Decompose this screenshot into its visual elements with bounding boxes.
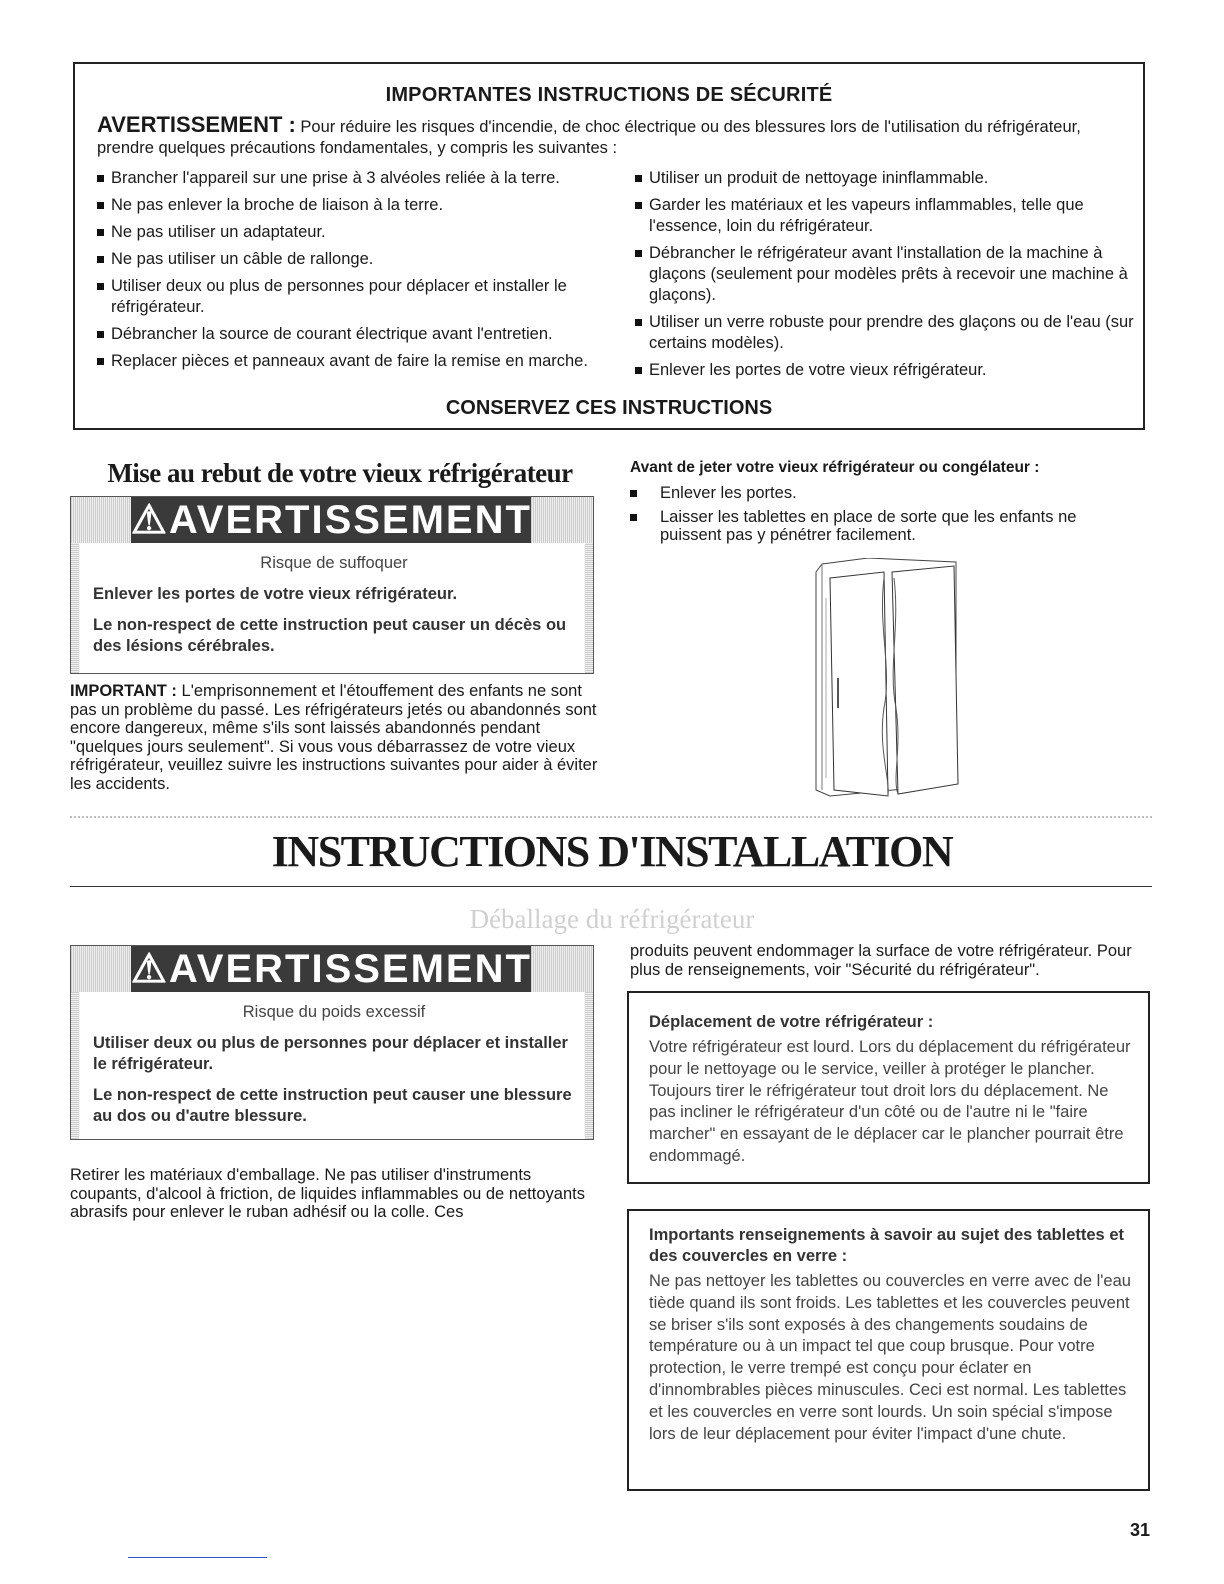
installation-title: INSTRUCTIONS D'INSTALLATION bbox=[271, 827, 953, 876]
before-disposal-list bbox=[630, 484, 1130, 550]
fridge-illustration bbox=[808, 558, 970, 798]
glass-shelves-info-box bbox=[627, 1209, 1150, 1491]
warning-risk: Risque du poids excessif bbox=[242, 1003, 426, 1021]
important-text: L'emprisonnement et l'étouffement des enfants ne sont pas un problème du passé. Les réfrigérateurs jetés ou abandonnés sont encore dangereux, même s'ils sont laissés abandonnés pendant "quelques jours seulement". Si vous vous débarrassez de votre vieux réfrigérateur, veuillez suivre les instructions suivantes pour aider à éviter les accidents. bbox=[70, 682, 598, 793]
unpacking-paragraph: Retirer les matériaux d'emballage. Ne pas utiliser d'instruments coupants, d'alcool à friction, de liquides inflammables ou de nettoyants abrasifs pour enlever le ruban adhésif ou la colle. Ces bbox=[70, 1166, 585, 1221]
unpacking-paragraph-continued: produits peuvent endommager la surface de votre réfrigérateur. Pour plus de renseignements, voir "Sécurité du réfrigérateur". bbox=[630, 942, 1132, 979]
warning-text: Pour réduire les risques d'incendie, de choc électrique ou des blessures lors de l'utilisation du réfrigérateur, prendre quelques précautions fondamentales, y compris les suivantes : bbox=[97, 118, 1081, 157]
page-number: 31 bbox=[1129, 1520, 1150, 1540]
list-item: Brancher l'appareil sur une prise à 3 alvéoles reliée à la terre. bbox=[97, 168, 617, 189]
list-item: Ne pas utiliser un câble de rallonge. bbox=[97, 249, 617, 270]
glass-shelves-text: Ne pas nettoyer les tablettes ou couvercles en verre avec de l'eau tiède quand ils sont froids. Les tablettes et les couvercles peuvent se briser s'ils sont exposés à des changements soudains de température ou à un impact tel que coup brusque. Pour votre protection, le verre trempé est conçu pour éclater en d'innombrables pièces minuscules. Ceci est normal. Les tablettes et les couvercles en verre sont lourds. Un soin spécial s'impose lors de leur déplacement pour éviter l'impact d'une chute. bbox=[649, 1272, 1131, 1443]
moving-info-box bbox=[627, 991, 1150, 1184]
warning-header: ⚠AVERTISSEMENT bbox=[131, 947, 532, 991]
warning-side-pattern bbox=[585, 992, 593, 1139]
suffocation-warning-box bbox=[70, 496, 594, 674]
safety-warning bbox=[97, 114, 1127, 159]
list-item: Ne pas enlever la broche de liaison à la terre. bbox=[97, 195, 617, 216]
warning-instruction: Enlever les portes de votre vieux réfrigérateur. bbox=[93, 585, 458, 603]
warning-instruction: Utiliser deux ou plus de personnes pour déplacer et installer le réfrigérateur. bbox=[93, 1034, 568, 1073]
list-item: Débrancher le réfrigérateur avant l'installation de la machine à glaçons (seulement pour modèles prêts à recevoir une machine à glaçons). bbox=[635, 243, 1135, 306]
warning-label: AVERTISSEMENT : bbox=[97, 112, 296, 137]
before-disposal-heading: Avant de jeter votre vieux réfrigérateur ou congélateur : bbox=[630, 459, 1040, 476]
warning-header-bar bbox=[71, 497, 593, 543]
list-item: Replacer pièces et panneaux avant de faire la remise en marche. bbox=[97, 351, 617, 372]
footer-line bbox=[128, 1557, 267, 1558]
moving-heading: Déplacement de votre réfrigérateur : bbox=[649, 1013, 934, 1031]
list-item: Utiliser deux ou plus de personnes pour déplacer et installer le réfrigérateur. bbox=[97, 276, 617, 318]
warning-side-pattern bbox=[71, 543, 79, 673]
save-instructions-label: CONSERVEZ CES INSTRUCTIONS bbox=[445, 397, 773, 419]
warning-header: ⚠AVERTISSEMENT bbox=[131, 498, 532, 542]
safety-instructions-box bbox=[73, 62, 1145, 430]
list-item: Enlever les portes de votre vieux réfrigérateur. bbox=[635, 360, 1135, 381]
list-item: Laisser les tablettes en place de sorte que les enfants ne puissent pas y pénétrer facilement. bbox=[630, 508, 1130, 544]
warning-side-pattern bbox=[71, 992, 79, 1139]
safety-right-list bbox=[635, 168, 1135, 387]
warning-consequence: Le non-respect de cette instruction peut causer un décès ou des lésions cérébrales. bbox=[93, 616, 567, 655]
warning-side-pattern bbox=[585, 543, 593, 673]
unpacking-title: Déballage du réfrigérateur bbox=[469, 904, 755, 934]
glass-shelves-heading: Importants renseignements à savoir au sujet des tablettes et des couvercles en verre : bbox=[649, 1226, 1124, 1265]
title-rule bbox=[70, 886, 1152, 887]
list-item: Débrancher la source de courant électrique avant l'entretien. bbox=[97, 324, 617, 345]
important-label: IMPORTANT : bbox=[70, 682, 177, 700]
section-divider bbox=[70, 816, 1152, 818]
warning-header-bar bbox=[71, 946, 593, 992]
warning-body bbox=[93, 1002, 575, 1137]
warning-risk: Risque de suffoquer bbox=[260, 554, 408, 572]
important-paragraph bbox=[70, 682, 600, 793]
list-item: Utiliser un verre robuste pour prendre des glaçons ou de l'eau (sur certains modèles). bbox=[635, 312, 1135, 354]
safety-title: IMPORTANTES INSTRUCTIONS DE SÉCURITÉ bbox=[385, 84, 833, 106]
list-item: Enlever les portes. bbox=[630, 484, 1130, 502]
safety-left-list bbox=[97, 168, 617, 378]
warning-body bbox=[93, 553, 575, 667]
disposal-title: Mise au rebut de votre vieux réfrigérateur bbox=[107, 458, 573, 488]
list-item: Utiliser un produit de nettoyage ininflammable. bbox=[635, 168, 1135, 189]
weight-warning-box bbox=[70, 945, 594, 1140]
list-item: Garder les matériaux et les vapeurs inflammables, telle que l'essence, loin du réfrigérateur. bbox=[635, 195, 1135, 237]
list-item: Ne pas utiliser un adaptateur. bbox=[97, 222, 617, 243]
moving-text: Votre réfrigérateur est lourd. Lors du déplacement du réfrigérateur pour le nettoyage ou le service, veiller à protéger le plancher. Toujours tirer le réfrigérateur tout droit lors du déplacement. Ne pas incliner le réfrigérateur d'un côté ou de l'autre ni le "faire marcher" en essayant de le déplacer car le plancher pourrait être endommagé. bbox=[649, 1038, 1131, 1165]
warning-consequence: Le non-respect de cette instruction peut causer une blessure au dos ou d'autre blessure. bbox=[93, 1086, 572, 1125]
